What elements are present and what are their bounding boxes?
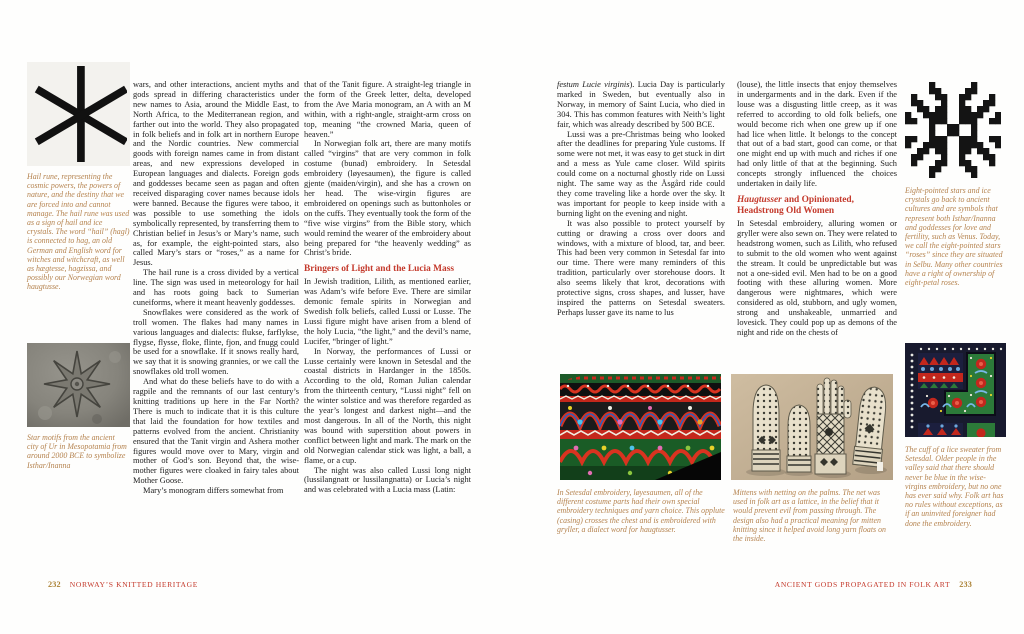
heading-italic: Haugtusser xyxy=(737,194,782,205)
embroidery-photo xyxy=(560,374,721,480)
right-page-footer xyxy=(775,580,972,589)
page-number: 233 xyxy=(959,580,972,589)
paragraph: In Norwegian folk art, there are many motifs called “virgins” that are very common in folk costume (bunad) embroidery. In Setesdal embroidery (løyesaumen), the figure is called gjente (maiden/virgin), and she has a crown on her head. The wise-virgin figures are embroidered on openings such as buttonholes or on the cuffs. They eventually took the form of the “five wise virgins” from the Bible story, which would remind the wearer of the embroidery about being prepared for “the heavenly wedding” as Christ’s bride. xyxy=(304,139,471,258)
paragraph: The night was also called Lussi long night (lussilangnatt or lussilangnatta) or Lucia’s night and was celebrated with a Lucia mass (Latin: xyxy=(304,465,471,495)
mittens-caption: Mittens with netting on the palms. The net was used in folk art as a lattice, in the belief that it would prevent evil from passing through. The design also had a practical meaning for mitten knitting since it helped avoid long yarn floats on the inside. xyxy=(733,488,886,544)
section-heading: Bringers of Light and the Lucia Mass xyxy=(304,264,455,275)
hail-rune-photo xyxy=(27,62,130,166)
mittens-photo xyxy=(731,374,893,480)
right-column-2 xyxy=(737,80,897,338)
paragraph: that of the Tanit figure. A straight-leg triangle in the form of the Greek letter, delta, developed from the Ave Maria monogram, an A with an M within, with a right-angle, straight-arm cross on top, meaning “the crowned Maria, queen of heaven.” xyxy=(304,80,471,139)
running-title: ANCIENT GODS PROPAGATED IN FOLK ART xyxy=(774,580,951,589)
paragraph: In Norway, the performances of Lussi or Lusse certainly were known in Setesdal and the coastal districts in Hardanger in the 1850s. According to the old, Roman Julian calendar from the thirteenth century, “Lussi night” fell on the winter solstice and was therefore regarded as the year’s longest and darkest night—and the most dangerous. In all of the North, this night was bound with superstition about powers in conflict between light and mark. The mark on the old Norwegian calendar stick was light, a ball, a flame, or a cup. xyxy=(304,346,471,465)
left-column-1 xyxy=(133,80,299,496)
paragraph-text: ). Lucia Day is particularly marked in Sweden, but eventually also in Norway, in memory of Saint Lucia, who died in 304. This has common features with Neith’s light fair, which was already described by 500 BCE. xyxy=(557,80,725,129)
ur-star-caption: Star motifs from the ancient city of Ur in Mesopotamia from around 2000 BCE to symbolize Isthar/Inanna xyxy=(27,433,127,470)
paragraph: It was also possible to protect yourself by cutting or drawing a cross over doors and windows, with a mixture of blood, tar, and beer. This had been very common in Setesdal far into our time. There were many reminders of this tradition, particularly over storehouse doors. It also seems likely that krot, decorations with protective signs, cross shapes, and lusser, have inspired the patterns on Setesdal sweaters. Perhaps lusser gave its name to lus xyxy=(557,218,725,317)
cuff-caption: The cuff of a lice sweater from Setesdal. Older people in the valley said that there should never be blue in the wise-virgins embroidery, but no one has ever said why. Folk art has no rules without exceptions, as if an uninvited foreigner had done the embroidery. xyxy=(905,445,1004,528)
paragraph: Lussi was a pre-Christmas being who looked after the deadlines for preparing Yule customs. If some were not met, it was easy to get stuck in dirt and a mess as Yule came closer. Wild spirits could come on a nocturnal ghostly ride on Lussi night. The same way as the Åsgård ride could they come traveling like a horde over the sky. It was important for people to keep inside with a burning light on the evening and night. xyxy=(557,129,725,218)
ur-star-photo xyxy=(27,343,130,427)
hail-rune-caption: Hail rune, representing the cosmic powers, the powers of nature, and the destiny that we are forced into and cannot manage. The hail rune was used as a sign of hail and ice crystals. The word “hail” (hagl) is connected to hag, an old German and English word for witches and witchcraft, as well as hægtesse, hagzissa, and possibly our Norwegian word haugtusse. xyxy=(27,172,130,292)
section-heading xyxy=(737,195,897,217)
hail-rune-icon xyxy=(31,65,127,163)
paragraph: (louse), the little insects that enjoy themselves in undergarments and in the dark. Even if the louse was a disgusting little creep, as it was referred to according to old folk beliefs, one would become rich when one grew up if one had lice when little. It belongs to the concept that out of a bad start, good can come, or that one might end up with much and riches if one had only little of that at the beginning. Such concepts strongly influenced the choices undertaken in daily life. xyxy=(737,80,897,189)
right-column-1 xyxy=(557,80,725,318)
left-column-2 xyxy=(304,80,471,495)
paragraph: Snowflakes were considered as the work of troll women. The flakes had many names in various languages and dialects: flukse, farflykse, flygse, flysse, floke, flinte, fjon, and fnugg could be used for a snowflake. If it snows really hard, we say that it is snowing grannies, or we call the snowflakes old troll women. xyxy=(133,307,299,377)
left-page-footer xyxy=(48,580,198,589)
paragraph: The hail rune is a cross divided by a vertical line. The sign was used in meteorology for hail and has roots going back to Sumerian cuneiforms, where it meant heavenly goddesses. xyxy=(133,268,299,307)
eight-pointed-star-icon xyxy=(905,82,1001,178)
embroidery-caption: In Setesdal embroidery, løyesaumen, all of the different costume parts had their own special embroidery techniques and yarn choice. This opplute (casing) crosses the chest and is embroidered with gryller, a dialect word for haugtusser. xyxy=(557,488,725,534)
paragraph xyxy=(557,80,725,130)
cuff-photo xyxy=(905,343,1006,437)
running-title: NORWAY’S KNITTED HERITAGE xyxy=(69,580,198,589)
heading-rest: and Opinionated, Headstrong Old Women xyxy=(737,194,854,216)
latin-term: festum Lucie virginis xyxy=(557,80,630,89)
paragraph: In Setesdal embroidery, alluring women or gryller were also sewn on. They were related to headstrong women, such as Lilith, who refused to submit to the old women who went against the stream. It could be unpredictable but was not a one-sided evil. Men had to be on a good footing with these alluring women. More dangerous were nightmares, which were considered as old, stubborn, and ugly women, strong and unshakeable, unmarried and lovesick. They could pop up as demons of the night and ride on the chests of xyxy=(737,218,897,337)
paragraph: wars, and other interactions, ancient myths and gods spread in differing characteristics under new names to Asia, around the Middle East, to North Africa, to the Mediterranean region, and farther out into the world. They also propagated in folk beliefs and in folk art in northern Europe and the Nordic countries. New commercial goods with foreign names came in from distant areas, and new expressions developed in European languages and dialects. Foreign gods and goddesses became seen as pagan and often received disparaging cover names because idols were banned. Because the figures were taboo, it was possible to use something the idols symbolically represented, by transferring them to Christian belief in Jesus’s or Mary’s name, such as, for example, the eight-pointed stars, also called Mary’s stars or “roses,” as a name for Jesus. xyxy=(133,80,299,268)
eight-pointed-star-caption: Eight-pointed stars and ice crystals go back to ancient cultures and are symbols that represent both Isthar/Inanna and goddesses for love and fertility, such as Venus. Today, we call the eight-pointed stars “roses” since they are situated in Selbu. Many other countries have a right of ownership of eight-petal roses. xyxy=(905,186,1003,288)
paragraph: Mary’s monogram differs somewhat from xyxy=(143,486,284,496)
paragraph: In Jewish tradition, Lilith, as mentioned earlier, was Adam’s wife before Eve. There are similar demonic female spirits in Norwegian and Swedish folk beliefs, called Lussi or Lusse. The Lussi figure might have arisen from a blend of the holy Lucia, “the light,” and the devil’s name, Lucifer, “bringer of light.” xyxy=(304,277,471,346)
page-number: 232 xyxy=(48,580,61,589)
paragraph: And what do these beliefs have to do with a ragpile and the remnants of our last century’s knitting traditions up here in the Far North? There is much to indicate that it is this culture that laid the foundation for how textiles and patterns evolved from the ancient. Christianity ensured that the Tanit virgin and Ashera mother figures would move over to Mary, virgin and mother of God’s son. Beyond that, the wise-mother figures were cloaked in fairy tales about Mother Goose. xyxy=(133,377,299,486)
